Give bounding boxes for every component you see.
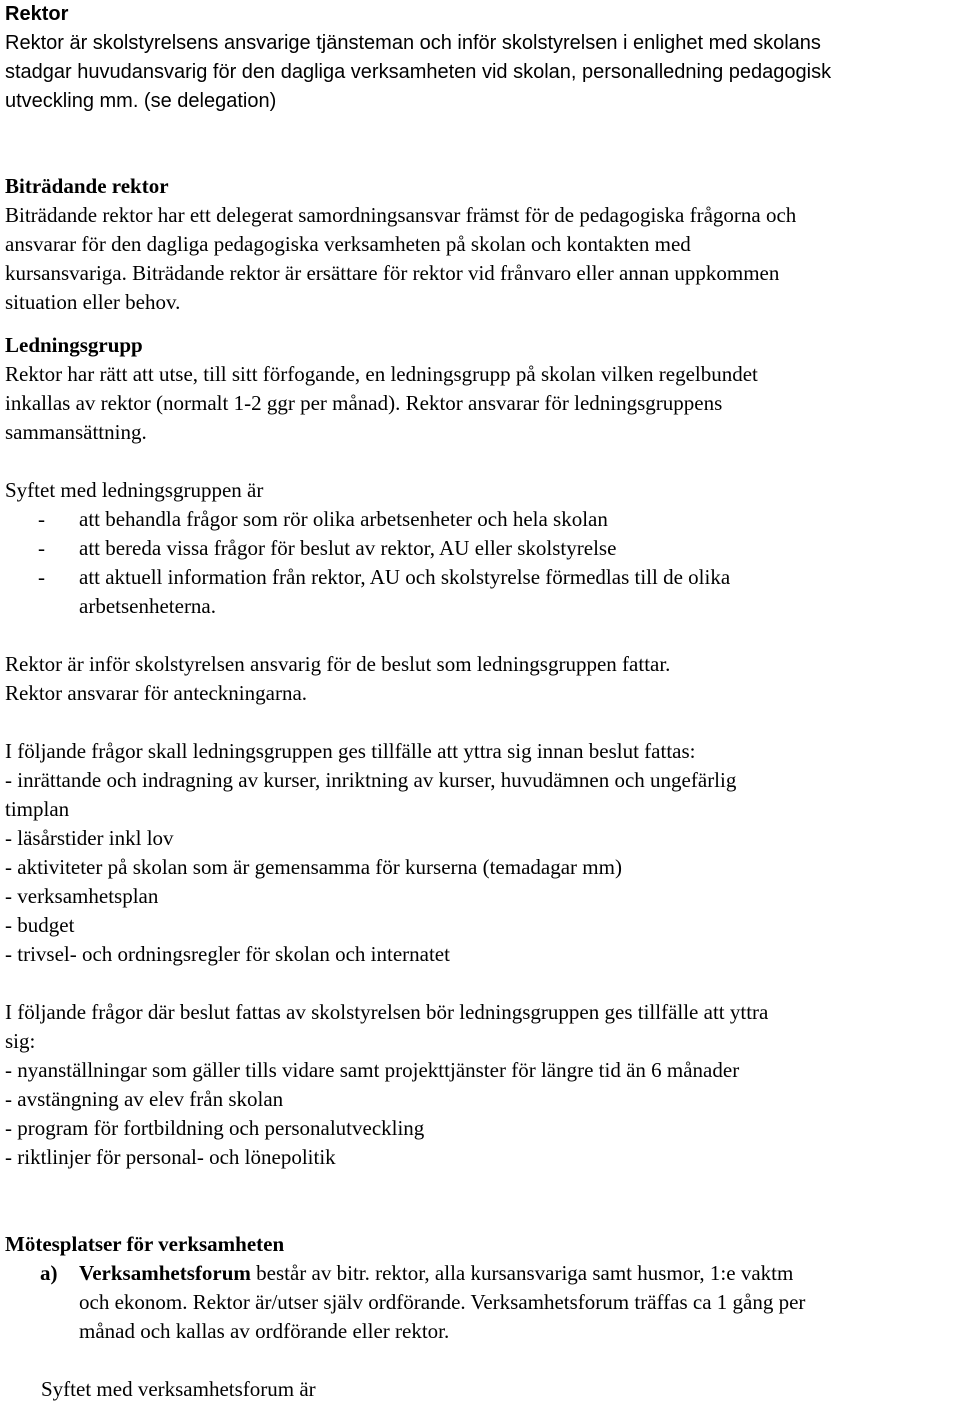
ansvar-line-1: Rektor är inför skolstyrelsen ansvarig för de beslut som ledningsgruppen fattar. <box>5 652 671 676</box>
section-motesplatser <box>5 1230 955 1404</box>
rektor-line-3: utveckling mm. (se delegation) <box>5 90 277 112</box>
dash-marker: - <box>38 536 45 560</box>
ansvar-line-2: Rektor ansvarar för anteckningarna. <box>5 681 308 705</box>
fragor1-line-2: - inrättande och indragning av kurser, inriktning av kurser, huvudämnen och ungefärlig <box>5 768 737 792</box>
fragor1-line-5: - aktiviteter på skolan som är gemensamma för kurserna (temadagar mm) <box>5 855 622 879</box>
syfte-verksamhetsforum-intro: Syftet med verksamhetsforum är <box>41 1377 316 1401</box>
section-bitradande-rektor <box>5 172 955 317</box>
syfte-item <box>5 534 955 563</box>
bitradande-line-2: ansvarar för den dagliga pedagogiska verksamheten på skolan och kontakten med <box>5 232 691 256</box>
fragor2-line-6: - riktlinjer för personal- och lönepolitik <box>5 1145 336 1169</box>
section-fragor-skolstyrelsen <box>5 998 955 1172</box>
section-ledningsgrupp <box>5 331 955 447</box>
document-page <box>5 0 955 1404</box>
fragor1-line-3: timplan <box>5 797 70 821</box>
lettered-item-continuation <box>5 1288 955 1317</box>
syfte-item <box>5 563 955 592</box>
dash-marker: - <box>38 565 45 589</box>
bitradande-line-1: Biträdande rektor har ett delegerat samordningsansvar främst för de pedagogiska frågorna och <box>5 203 797 227</box>
fragor2-line-2: sig: <box>5 1029 36 1053</box>
heading-ledningsgrupp: Ledningsgrupp <box>5 333 143 357</box>
ledningsgrupp-line-1: Rektor har rätt att utse, till sitt förfogande, en ledningsgrupp på skolan vilken regelbundet <box>5 362 758 386</box>
section-rektor <box>5 0 955 116</box>
ledningsgrupp-line-2: inkallas av rektor (normalt 1-2 ggr per månad). Rektor ansvarar för ledningsgruppens <box>5 391 723 415</box>
section-fragor-yttra <box>5 737 955 969</box>
heading-rektor: Rektor <box>5 3 69 25</box>
rektor-line-1: Rektor är skolstyrelsens ansvarige tjänsteman och inför skolstyrelsen i enlighet med skolans <box>5 32 821 54</box>
fragor1-line-6: - verksamhetsplan <box>5 884 159 908</box>
fragor2-line-3: - nyanställningar som gäller tills vidare samt projekttjänster för längre tid än 6 månader <box>5 1058 740 1082</box>
item-text: består av bitr. rektor, alla kursansvariga samt husmor, 1:e vaktm <box>250 1261 794 1285</box>
fragor2-line-4: - avstängning av elev från skolan <box>5 1087 284 1111</box>
fragor1-line-7: - budget <box>5 913 75 937</box>
item-text: och ekonom. Rektor är/utser själv ordförande. Verksamhetsforum träffas ca 1 gång per <box>79 1290 806 1314</box>
syfte-item-text: att aktuell information från rektor, AU och skolstyrelse förmedlas till de olika <box>79 565 731 589</box>
syfte-item-text: att bereda vissa frågor för beslut av rektor, AU eller skolstyrelse <box>79 536 617 560</box>
ledningsgrupp-line-3: sammansättning. <box>5 420 147 444</box>
fragor1-line-4: - läsårstider inkl lov <box>5 826 174 850</box>
bitradande-line-4: situation eller behov. <box>5 290 181 314</box>
item-text: månad och kallas av ordförande eller rektor. <box>79 1319 450 1343</box>
dash-marker: - <box>38 507 45 531</box>
fragor2-line-1: I följande frågor där beslut fattas av skolstyrelsen bör ledningsgruppen ges tillfälle att yttra <box>5 1000 769 1024</box>
heading-motesplatser: Mötesplatser för verksamheten <box>5 1232 285 1256</box>
fragor2-line-5: - program för fortbildning och personalutveckling <box>5 1116 425 1140</box>
syfte-item <box>5 505 955 534</box>
lettered-item-a <box>5 1259 955 1288</box>
fragor1-line-8: - trivsel- och ordningsregler för skolan och internatet <box>5 942 450 966</box>
lettered-item-continuation <box>5 1317 955 1346</box>
syfte-item-text: att behandla frågor som rör olika arbetsenheter och hela skolan <box>79 507 608 531</box>
syfte-item-continuation <box>5 592 955 621</box>
item-marker: a) <box>40 1261 58 1285</box>
fragor1-line-1: I följande frågor skall ledningsgruppen ges tillfälle att yttra sig innan beslut fattas: <box>5 739 696 763</box>
bitradande-line-3: kursansvariga. Biträdande rektor är ersättare för rektor vid frånvaro eller annan uppkommen <box>5 261 780 285</box>
heading-bitradande-rektor: Biträdande rektor <box>5 174 169 198</box>
syfte-intro: Syftet med ledningsgruppen är <box>5 478 264 502</box>
syfte-item-text: arbetsenheterna. <box>79 594 217 618</box>
section-syfte-ledningsgrupp <box>5 476 955 621</box>
item-term: Verksamhetsforum <box>79 1261 251 1285</box>
rektor-line-2: stadgar huvudansvarig för den dagliga verksamheten vid skolan, personalledning pedagogisk <box>5 61 832 83</box>
section-ansvar <box>5 650 955 708</box>
